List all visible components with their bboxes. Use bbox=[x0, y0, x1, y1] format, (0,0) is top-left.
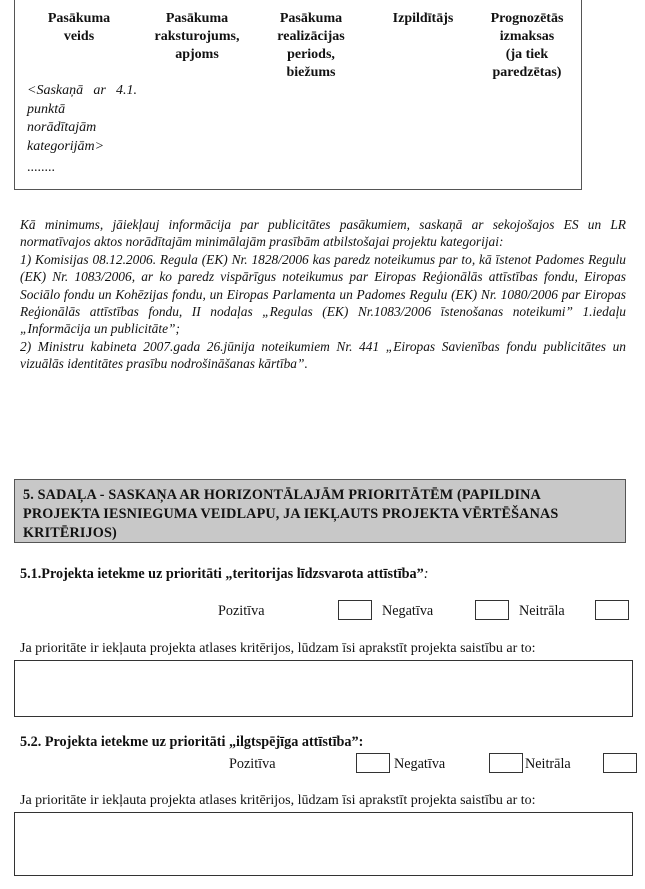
question-5-1-title bbox=[20, 566, 428, 583]
section-5-header: 5. SADAĻA - SASKAŅA AR HORIZONTĀLAJĀM PRIORITĀTĒM (PAPILDINA PROJEKTA IESNIEGUMA VEIDLAPU, JA IEKĻAUTS PROJEKTA VĒRTĒŠANAS KRITĒRIJOS) bbox=[14, 479, 626, 543]
q1-option-negative-label: Negatīva bbox=[382, 603, 434, 619]
q2-description-field[interactable] bbox=[14, 812, 633, 876]
publicity-item-2: 2) Ministru kabineta 2007.gada 26.jūnija noteikumiem Nr. 441 „Eiropas Savienības fondu publicitātes un vizuālās identitātes prasību nodrošināšanas kārtība”. bbox=[20, 338, 626, 372]
col-header-period: Pasākuma realizācijas periods, biežums bbox=[277, 11, 345, 80]
col-header-description: Pasākuma raksturojums, apjoms bbox=[154, 11, 240, 62]
q2-option-negative-checkbox[interactable] bbox=[489, 753, 523, 773]
q2-option-neutral-label: Neitrāla bbox=[525, 756, 571, 772]
q1-option-neutral-label: Neitrāla bbox=[519, 603, 565, 619]
q1-option-negative-checkbox[interactable] bbox=[475, 600, 509, 620]
q2-option-neutral-checkbox[interactable] bbox=[603, 753, 637, 773]
q1-description-field[interactable] bbox=[14, 660, 633, 717]
q2-option-positive-label: Pozitīva bbox=[229, 756, 276, 772]
col-header-executor: Izpildītājs bbox=[392, 11, 454, 26]
question-5-1-title-text: 5.1.Projekta ietekme uz prioritāti „teritorijas līdzsvarota attīstība” bbox=[20, 566, 424, 582]
q2-option-negative-label: Negatīva bbox=[394, 756, 446, 772]
q1-option-positive-checkbox[interactable] bbox=[338, 600, 372, 620]
q2-option-positive-checkbox[interactable] bbox=[356, 753, 390, 773]
question-5-1-title-suffix: : bbox=[423, 566, 429, 582]
q2-description-prompt: Ja prioritāte ir iekļauta projekta atlases kritērijos, lūdzam īsi aprakstīt projekta saistību ar to: bbox=[20, 793, 536, 808]
q1-description-prompt: Ja prioritāte ir iekļauta projekta atlases kritērijos, lūdzam īsi aprakstīt projekta saistību ar to: bbox=[20, 641, 536, 656]
publicity-item-1: 1) Komisijas 08.12.2006. Regula (EK) Nr. 1828/2006 kas paredz noteikumus par to, kā īstenot Padomes Regulu (EK) Nr. 1083/2006, ar ko paredz vispārīgus noteikumus par Eiropas Reģionālās attīstības fondu, Eiropas Sociālo fondu un Kohēzijas fondu, un Eiropas Parlamenta un Padomes Regulu (EK) Nr. 1080/2006 par Eiropas Reģionālās attīstības fondu, II nodaļas „Regulas (EK) Nr.1083/2006 īstenošanas noteikumi” 1.iedaļu „Informācija un publicitāte”; bbox=[20, 251, 626, 337]
q1-option-neutral-checkbox[interactable] bbox=[595, 600, 629, 620]
publicity-intro: Kā minimums, jāiekļauj informācija par publicitātes pasākumiem, saskaņā ar sekojošajos ES un LR normatīvajos aktos norādītajām minimālajām prasībām atbilstošajai projektu kategorijai: bbox=[20, 217, 626, 250]
table-row-dots: ........ bbox=[27, 160, 55, 175]
activities-table bbox=[14, 0, 582, 190]
q1-option-positive-label: Pozitīva bbox=[218, 603, 265, 619]
col-header-costs: Prognozētās izmaksas (ja tiek paredzētas) bbox=[490, 11, 564, 80]
question-5-2-title: 5.2. Projekta ietekme uz prioritāti „ilgtspējīga attīstība”: bbox=[20, 734, 364, 750]
table-row-note: <Saskaņā ar 4.1. punktā norādītajām kategorijām> bbox=[27, 83, 137, 154]
publicity-requirements-text bbox=[20, 216, 626, 373]
col-header-type: Pasākuma veids bbox=[47, 11, 111, 44]
